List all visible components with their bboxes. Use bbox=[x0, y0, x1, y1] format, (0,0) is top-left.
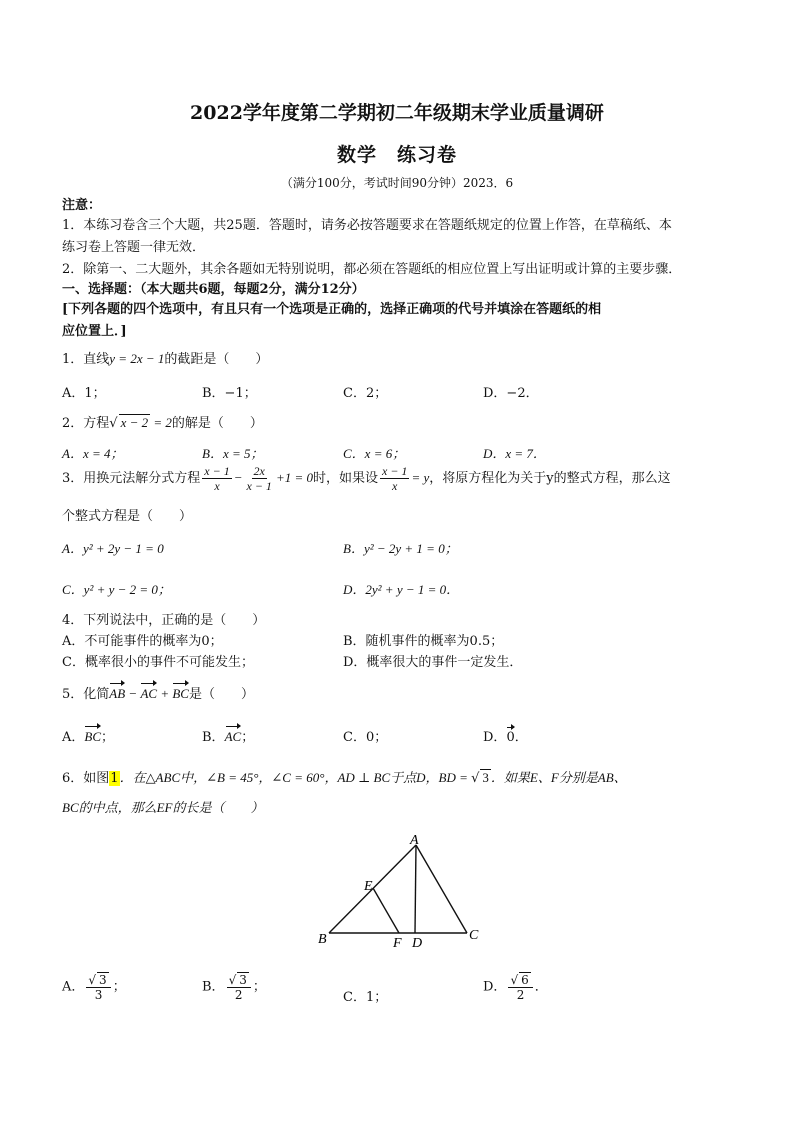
q1-option-b[interactable]: B．−1； bbox=[202, 386, 257, 401]
q5-option-d-zero-vector: 0 bbox=[506, 730, 515, 745]
option-tail: ． bbox=[514, 730, 528, 745]
option-label: B． bbox=[202, 979, 225, 995]
q3-option-d[interactable]: D．2y² + y − 1 = 0． bbox=[343, 582, 460, 597]
question-1-stem bbox=[62, 348, 268, 367]
q6-option-a[interactable] bbox=[62, 972, 126, 1002]
q1-suffix: 的截距是（ ） bbox=[164, 352, 269, 367]
q5-vector-ab: AB bbox=[109, 686, 126, 701]
sqrt-icon: √ bbox=[109, 416, 118, 431]
option-tail: ． bbox=[534, 979, 548, 995]
q6-option-b[interactable] bbox=[202, 972, 266, 1002]
q4-option-c[interactable]: C．概率很小的事件不可能发生； bbox=[62, 655, 254, 670]
q5-option-a-vector: BC bbox=[84, 729, 102, 744]
q6-option-d-fraction: $\frac{√ 6}{2}$ bbox=[508, 972, 532, 1002]
sqrt-icon: √ bbox=[228, 973, 237, 987]
notice-item-1-cont: 练习卷上答题一律无效． bbox=[62, 240, 206, 255]
q5-op-1: − bbox=[125, 686, 141, 701]
q3-mid: 时，如果设 bbox=[312, 471, 378, 486]
q5-option-c[interactable]: C．0； bbox=[343, 730, 388, 745]
exam-title: 2022学年度第二学期初二年级期末学业质量调研 bbox=[190, 102, 604, 124]
q1-option-c[interactable]: C．2； bbox=[343, 386, 388, 401]
q3-stem-cont: 个整式方程是（ ） bbox=[62, 509, 193, 524]
section-1-instruction-cont: 应位置上．] bbox=[62, 324, 127, 339]
q6-option-d[interactable] bbox=[483, 972, 548, 1002]
q6-text-a: ．在△ABC中，∠B = 45°，∠C = 60°，AD ⊥ BC于点D，BD = bbox=[119, 770, 472, 785]
option-label: A． bbox=[62, 979, 85, 995]
q6-option-b-fraction: $\frac{√ 3}{2}$ bbox=[227, 972, 251, 1002]
q6-figure-ref: 1 bbox=[110, 771, 119, 786]
q2-option-c[interactable]: C．x = 6； bbox=[343, 446, 406, 461]
q3-minus: − bbox=[233, 470, 243, 485]
q6-sqrt-value: 3 bbox=[482, 770, 489, 785]
label-f: F bbox=[393, 936, 402, 951]
exam-meta: （满分100分，考试时间90分钟）2023．6 bbox=[280, 176, 514, 190]
option-label: B． bbox=[202, 730, 225, 745]
notice-item-1: 1．本练习卷含三个大题，共25题．答题时，请务必按答题要求在答题纸规定的位置上作答，在草稿纸、本 bbox=[62, 218, 672, 233]
option-tail: ； bbox=[252, 979, 266, 995]
q1-expression: y = 2x − 1 bbox=[109, 351, 165, 366]
altitude-ad bbox=[415, 845, 416, 933]
q6-text-b: ．如果E、F分别是AB、 bbox=[490, 770, 627, 785]
q5-suffix: 是（ ） bbox=[188, 687, 254, 702]
section-1-instruction: [下列各题的四个选项中，有且只有一个选项是正确的，选择正确项的代号并填涂在答题纸的相 bbox=[62, 302, 602, 317]
q6-stem-cont: BC的中点，那么EF的长是（ ） bbox=[62, 800, 264, 815]
q3-option-c[interactable]: C．y² + y − 2 = 0； bbox=[62, 582, 171, 597]
q1-option-d[interactable]: D．−2． bbox=[483, 386, 539, 401]
q5-vector-bc: BC bbox=[172, 686, 189, 701]
q2-option-b[interactable]: B．x = 5； bbox=[202, 446, 264, 461]
option-label: D． bbox=[483, 730, 507, 745]
label-a: A bbox=[410, 833, 419, 848]
q6-prefix: 6．如图 bbox=[62, 771, 110, 786]
sqrt-icon: √ bbox=[510, 973, 519, 987]
q3-tail: +1 = 0 bbox=[275, 470, 313, 485]
q4-option-a[interactable]: A．不可能事件的概率为0； bbox=[62, 634, 223, 649]
q2-option-a[interactable]: A．x = 4； bbox=[62, 446, 124, 461]
q3-prefix: 3．用换元法解分式方程 bbox=[62, 471, 201, 486]
q5-vector-ac: AC bbox=[140, 686, 158, 701]
q4-option-b[interactable]: B．随机事件的概率为0.5； bbox=[343, 634, 504, 649]
q3-fraction-1: $\frac{x - 1}{x}$ bbox=[204, 464, 230, 493]
q2-prefix: 2．方程 bbox=[62, 416, 110, 431]
q6-option-a-fraction: $\frac{√ 3}{3}$ bbox=[86, 972, 110, 1002]
option-label: D． bbox=[483, 979, 507, 995]
side-ac bbox=[416, 845, 467, 933]
triangle-lines bbox=[329, 845, 467, 933]
q3-eq-y: = y bbox=[411, 470, 430, 485]
q5-op-2: + bbox=[157, 686, 173, 701]
q3-fraction-3: $\frac{x - 1}{x}$ bbox=[382, 464, 408, 493]
triangle-figure bbox=[310, 830, 490, 955]
label-c: C bbox=[469, 928, 479, 943]
question-3-stem bbox=[62, 464, 671, 493]
question-4-stem: 4．下列说法中，正确的是（ ） bbox=[62, 613, 266, 628]
q6-option-c[interactable]: C．1； bbox=[343, 990, 388, 1005]
sqrt-icon: √ bbox=[88, 973, 97, 987]
q1-option-a[interactable]: A．1； bbox=[62, 386, 106, 401]
q3-option-a[interactable]: A．y² + 2y − 1 = 0 bbox=[62, 541, 164, 556]
q5-prefix: 5．化简 bbox=[62, 687, 110, 702]
q2-suffix: 的解是（ ） bbox=[171, 416, 263, 431]
q3-suffix: ，将原方程化为关于y的整式方程，那么这 bbox=[429, 471, 671, 486]
label-e: E bbox=[364, 879, 373, 894]
q2-radicand: x − 2 bbox=[120, 415, 149, 430]
label-b: B bbox=[318, 932, 327, 947]
q3-option-b[interactable]: B．y² − 2y + 1 = 0； bbox=[343, 541, 458, 556]
option-tail: ； bbox=[241, 730, 255, 745]
notice-heading: 注意： bbox=[62, 198, 102, 213]
q2-option-d[interactable]: D．x = 7． bbox=[483, 446, 546, 461]
q5-option-a[interactable] bbox=[62, 726, 114, 745]
segment-ef bbox=[373, 888, 399, 933]
question-5-stem bbox=[62, 683, 254, 702]
option-tail: ； bbox=[101, 730, 115, 745]
section-1-heading: 一、选择题：（本大题共6题，每题2分，满分12分） bbox=[62, 282, 365, 297]
exam-subtitle: 数学 练习卷 bbox=[336, 144, 457, 166]
q5-option-b[interactable] bbox=[202, 726, 254, 745]
q3-fraction-2: $\frac{2x}{x - 1}$ bbox=[246, 464, 272, 493]
option-label: A． bbox=[62, 730, 85, 745]
question-2-stem bbox=[62, 412, 263, 431]
question-6-stem bbox=[62, 767, 627, 786]
q5-option-d[interactable] bbox=[483, 726, 528, 745]
option-tail: ； bbox=[112, 979, 126, 995]
q2-rhs: = 2 bbox=[150, 415, 172, 430]
q5-option-b-vector: AC bbox=[224, 729, 242, 744]
sqrt-icon: √ bbox=[471, 771, 480, 786]
notice-item-2: 2．除第一、二大题外，其余各题如无特别说明，都必须在答题纸的相应位置上写出证明或计算的主要步骤． bbox=[62, 262, 682, 277]
q4-option-d[interactable]: D．概率很大的事件一定发生． bbox=[343, 655, 523, 670]
label-d: D bbox=[412, 936, 423, 951]
q1-prefix: 1．直线 bbox=[62, 352, 110, 367]
